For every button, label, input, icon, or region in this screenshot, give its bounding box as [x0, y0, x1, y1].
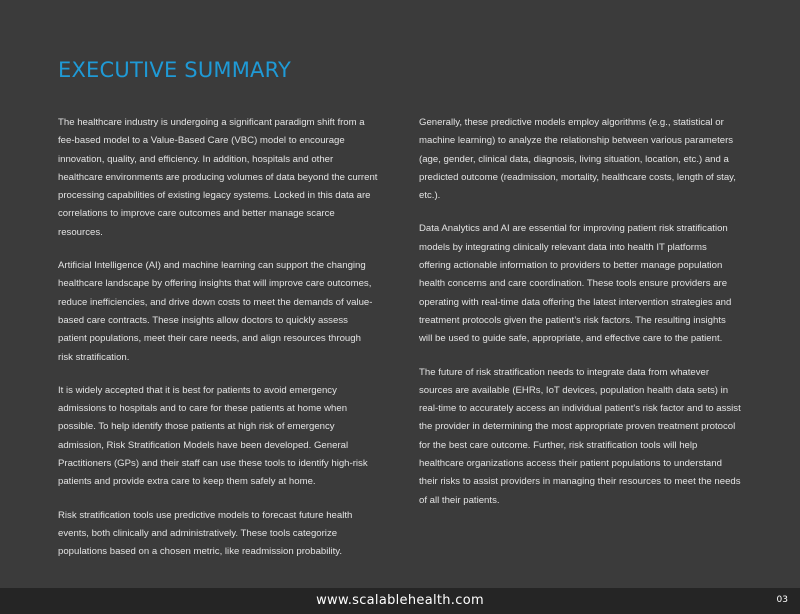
- paragraph: Generally, these predictive models employ algorithms (e.g., statistical or machine learning) to analyze the relationship between various parameters (age, gender, clinical data, diagnosis, living situation, location, etc.) and a predicted outcome (readmission, mortality, healthcare costs, length of stay, etc.).: [419, 117, 736, 202]
- paragraph: Risk stratification tools use predictive models to forecast future health events, both clinically and administratively. These tools categorize populations based on a chosen metric, like readmission probability.: [58, 509, 353, 558]
- paragraph: Data Analytics and AI are essential for improving patient risk stratification models by integrating clinically relevant data into health IT platforms offering actionable information to providers to better manage population health concerns and care coordination. These tools ensure providers are operating with real-time data offering the latest intervention strategies and treatment protocols given the patient’s risk factors. The resulting insights will be used to guide safe, appropriate, and effective care to the patient.: [419, 223, 732, 345]
- paragraph: It is widely accepted that it is best for patients to avoid emergency admissions to hospitals and to care for these patients at home when possible. To help identify those patients at high risk of emergency admission, Risk Stratification Models have been developed. General Practitioners (GPs) and their staff can use these tools to identify high-risk patients and provide extra care to keep them safely at home.: [58, 384, 368, 488]
- footer-bar: [0, 588, 800, 614]
- paragraph: Artificial Intelligence (AI) and machine learning can support the changing healthcare landscape by offering insights that will improve care outcomes, reduce inefficiencies, and drive down costs to meet the demands of value-based care contracts. These insights allow doctors to quickly assess patient populations, meet their care needs, and align resources through risk stratification.: [58, 260, 373, 363]
- page-number: 03: [776, 595, 788, 605]
- left-column: [58, 114, 378, 577]
- page-title: EXECUTIVE SUMMARY: [58, 58, 292, 82]
- paragraph: The future of risk stratification needs to integrate data from whatever sources are available (EHRs, IoT devices, population health data sets) in real-time to accurately access an individual patient's risk factor and to assist the provider in determining the most appropriate proven treatment protocol for the best care outcome. Further, risk stratification tools will help healthcare organizations access their patient populations to understand their risks to assist providers in managing their resources to meet the needs of all their patients.: [419, 366, 741, 506]
- right-column: [419, 114, 741, 525]
- paragraph: The healthcare industry is undergoing a significant paradigm shift from a fee-based model to a Value-Based Care (VBC) model to encourage innovation, quality, and efficiency. In addition, hospitals and other healthcare environments are producing volumes of data beyond the current processing capabilities of existing legacy systems. Locked in this data are correlations to improve care outcomes and better manage scarce resources.: [58, 117, 378, 238]
- footer-website-link[interactable]: www.scalablehealth.com: [316, 593, 484, 608]
